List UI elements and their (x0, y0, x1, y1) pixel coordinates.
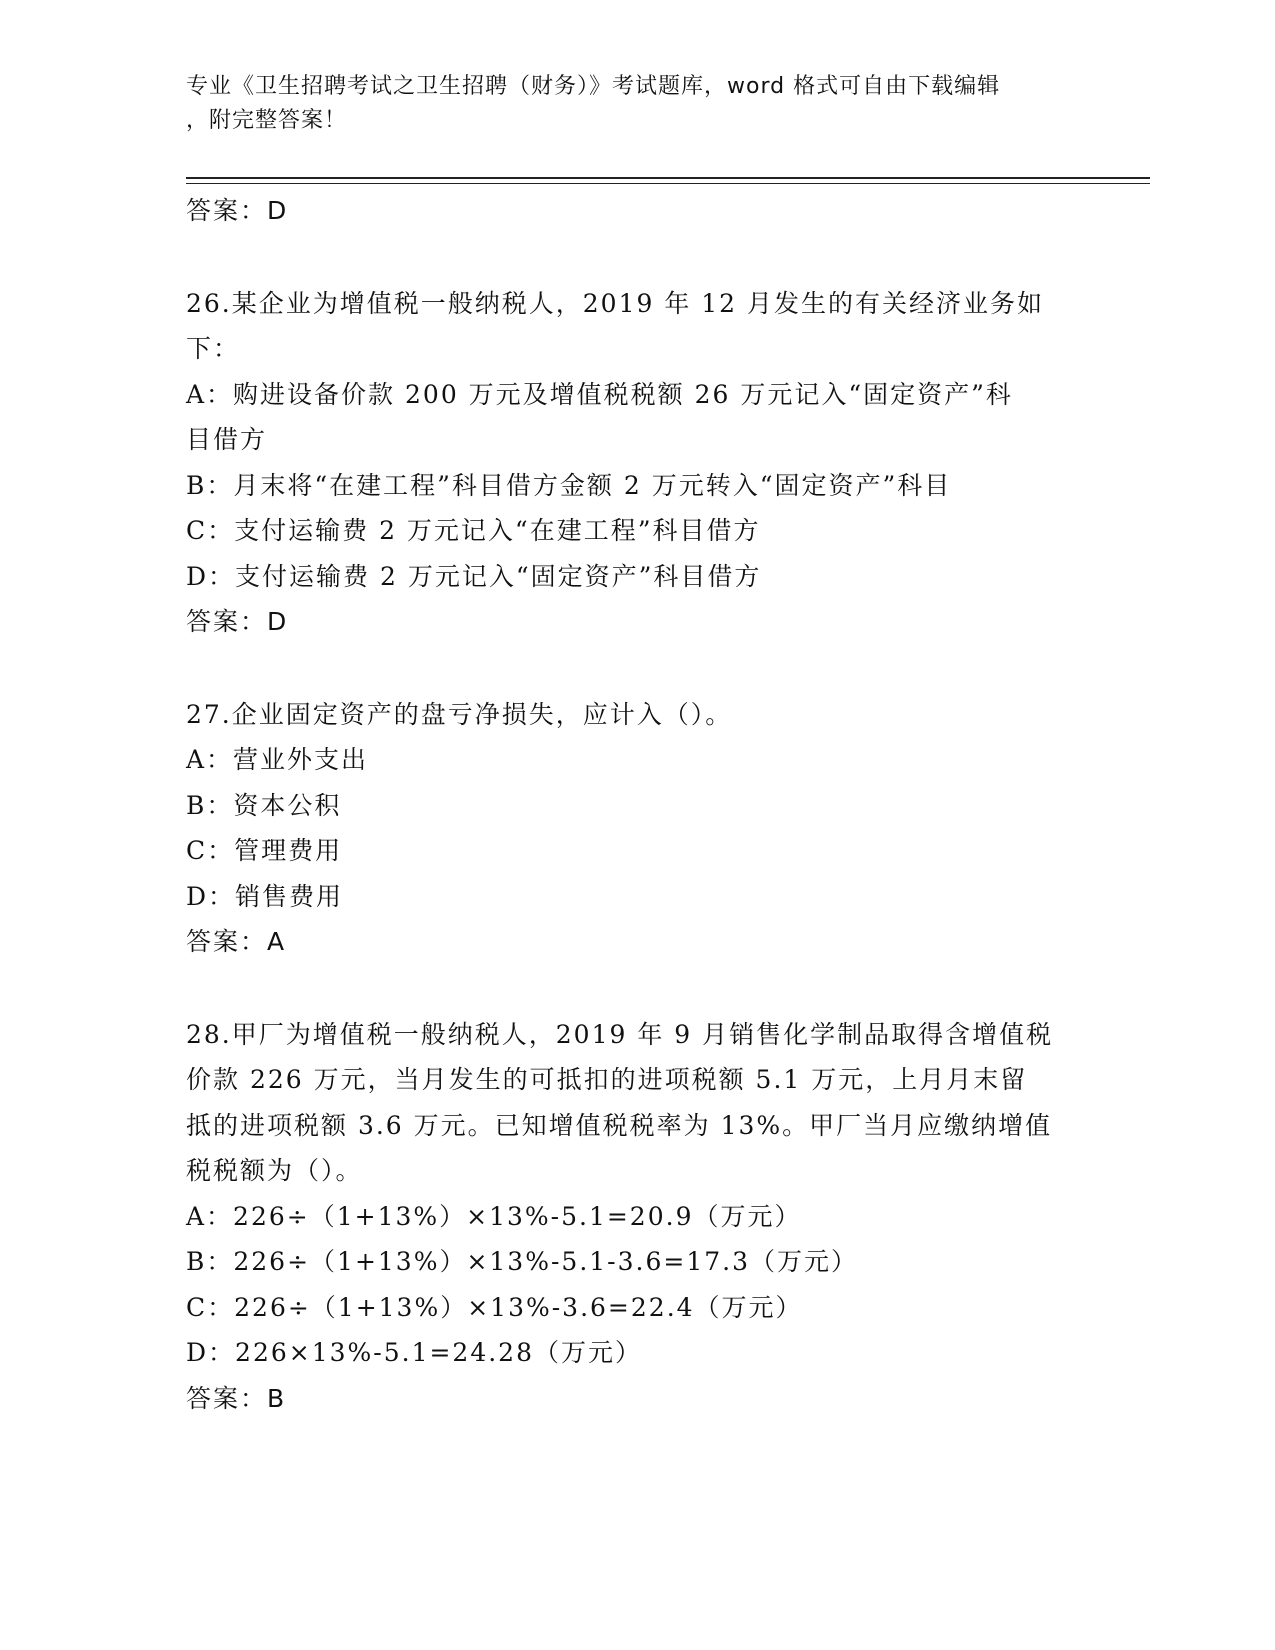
question-27-answer: 答案：A (186, 927, 287, 956)
question-28 (186, 1012, 1086, 1422)
question-26-answer: 答案：D (186, 607, 289, 636)
question-list (186, 188, 1086, 1421)
question-27-option-d: D：销售费用 (186, 881, 344, 911)
header-divider-thick (186, 177, 1150, 179)
page-header (186, 70, 1086, 138)
question-27-option-b: B：资本公积 (186, 790, 342, 820)
question-28-option-a: A：226÷（1+13%）×13%-5.1=20.9（万元） (186, 1201, 802, 1231)
question-26-stem-line-1: 26.某企业为增值税一般纳税人，2019 年 12 月发生的有关经济业务如 (186, 288, 1045, 318)
question-26-option-b: B：月末将“在建工程”科目借方金额 2 万元转入“固定资产”科目 (186, 470, 952, 500)
header-text-line-1: 专业《卫生招聘考试之卫生招聘（财务）》考试题库，word 格式可自由下载编辑 (186, 74, 1001, 99)
question-26 (186, 281, 1086, 645)
spacer (186, 645, 1086, 692)
header-divider-thin (186, 183, 1150, 184)
question-28-stem-line-2: 价款 226 万元，当月发生的可抵扣的进项税额 5.1 万元，上月月末留 (186, 1065, 1028, 1094)
question-27-stem: 27.企业固定资产的盘亏净损失，应计入（）。 (186, 699, 733, 729)
question-28-answer: 答案：B (186, 1383, 287, 1413)
question-27-option-a: A：营业外支出 (186, 745, 369, 774)
question-26-option-a-line-1: A：购进设备价款 200 万元及增值税税额 26 万元记入“固定资产”科 (186, 379, 1013, 409)
question-28-stem-line-4: 税税额为（）。 (186, 1156, 363, 1185)
previous-question-answer: 答案：D (186, 196, 289, 225)
question-26-option-c: C：支付运输费 2 万元记入“在建工程”科目借方 (186, 516, 761, 545)
question-28-stem-line-1: 28.甲厂为增值税一般纳税人，2019 年 9 月销售化学制品取得含增值税 (186, 1019, 1054, 1049)
question-26-stem-line-2: 下： (186, 334, 241, 363)
spacer (186, 234, 1086, 281)
header-text-line-2: ，附完整答案！ (186, 108, 348, 133)
question-28-option-c: C：226÷（1+13%）×13%-3.6=22.4（万元） (186, 1292, 803, 1322)
question-27 (186, 692, 1086, 965)
question-28-option-b: B：226÷（1+13%）×13%-5.1-3.6=17.3（万元） (186, 1247, 858, 1276)
spacer (186, 965, 1086, 1012)
question-26-option-a-line-2: 目借方 (186, 425, 268, 454)
question-27-option-c: C：管理费用 (186, 836, 343, 865)
question-28-option-d: D：226×13%-5.1=24.28（万元） (186, 1338, 642, 1367)
question-26-option-d: D：支付运输费 2 万元记入“固定资产”科目借方 (186, 561, 762, 591)
question-28-stem-line-3: 抵的进项税额 3.6 万元。已知增值税税率为 13%。甲厂当月应缴纳增值 (186, 1110, 1053, 1140)
